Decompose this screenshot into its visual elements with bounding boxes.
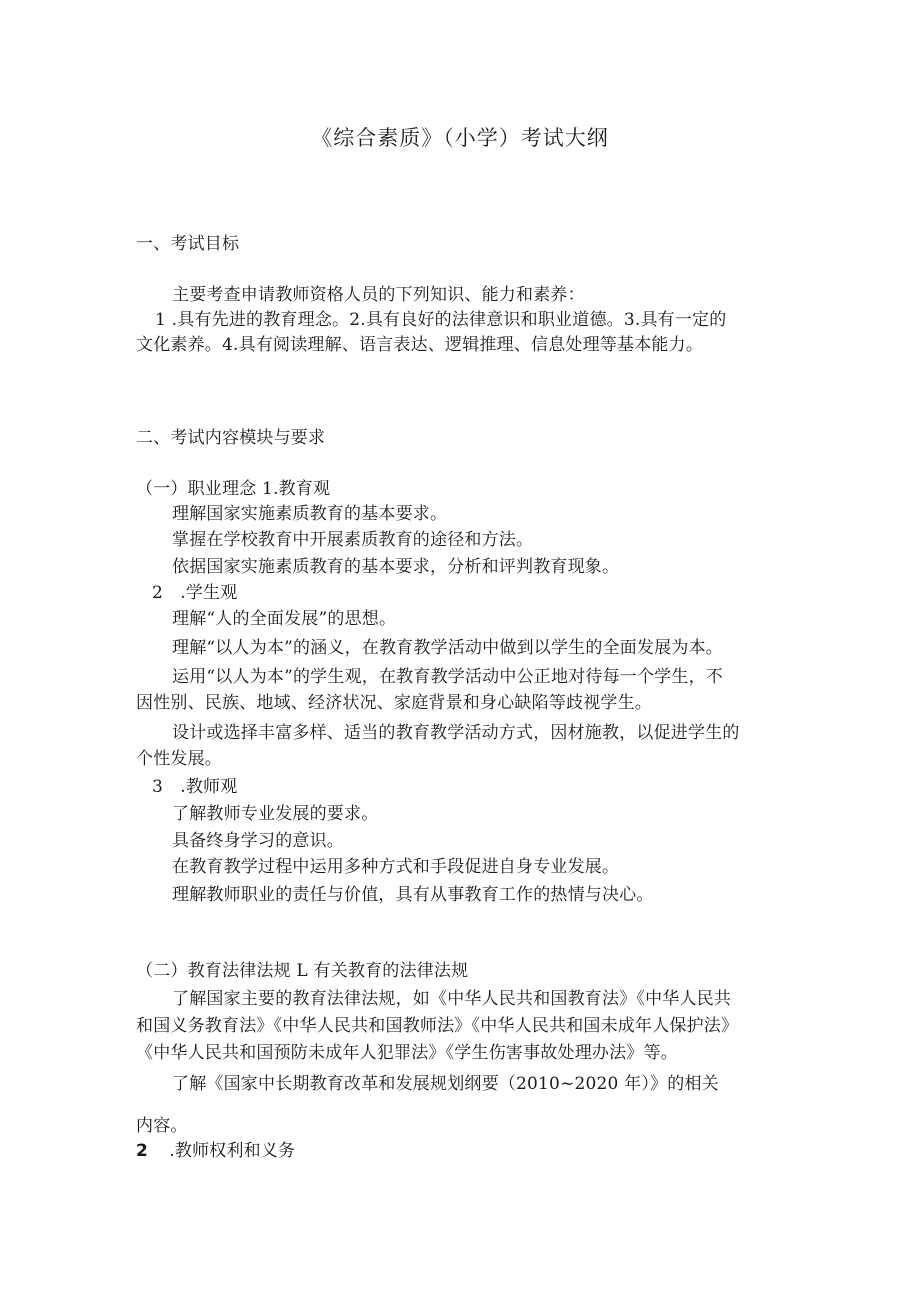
list-item: 因性别、民族、地域、经济状况、家庭背景和身心缺陷等歧视学生。 bbox=[136, 693, 652, 713]
rights-label: .教师权利和义务 bbox=[169, 1141, 296, 1161]
list-item: 了解教师专业发展的要求。 bbox=[172, 804, 379, 824]
list-item: 依据国家实施素质教育的基本要求，分析和评判教育现象。 bbox=[172, 557, 620, 577]
rights-heading bbox=[136, 1140, 295, 1162]
list-item: 《中华人民共和国预防未成年人犯罪法》《学生伤害事故处理办法》等。 bbox=[136, 1043, 678, 1063]
section1-heading: 一、考试目标 bbox=[136, 234, 240, 254]
list-item: 理解教师职业的责任与价值，具有从事教育工作的热情与决心。 bbox=[172, 885, 654, 905]
section1-line2: 文化素养。4.具有阅读理解、语言表达、逻辑推理、信息处理等基本能力。 bbox=[136, 335, 704, 355]
section1-intro: 主要考查申请教师资格人员的下列知识、能力和素养： bbox=[172, 285, 585, 305]
list-item: 理解国家实施素质教育的基本要求。 bbox=[172, 504, 448, 524]
part1-heading: （一）职业理念 1.教育观 bbox=[136, 479, 331, 499]
section2-heading: 二、考试内容模块与要求 bbox=[136, 428, 326, 448]
list-item: 了解国家主要的教育法律法规，如《中华人民共和国教育法》《中华人民共 bbox=[172, 989, 732, 1009]
list-item: 内容。 bbox=[136, 1116, 188, 1136]
list-item: 个性发展。 bbox=[136, 749, 222, 769]
list-item: 理解“以人为本”的涵义，在教育教学活动中做到以学生的全面发展为本。 bbox=[172, 638, 723, 658]
list-item: 设计或选择丰富多样、适当的教育教学活动方式，因材施教，以促进学生的 bbox=[172, 723, 740, 743]
list-item: 掌握在学校教育中开展素质教育的途径和方法。 bbox=[172, 530, 534, 550]
section1-line1: 1 .具有先进的教育理念。2.具有良好的法律意识和职业道德。3.具有一定的 bbox=[155, 310, 727, 330]
list-item: 了解《国家中长期教育改革和发展规划纲要（2010~2020 年）》的相关 bbox=[172, 1074, 719, 1094]
list-item: 在教育教学过程中运用多种方式和手段促进自身专业发展。 bbox=[172, 857, 620, 877]
list-item: 具备终身学习的意识。 bbox=[172, 831, 344, 851]
part2-heading: （二）教育法律法规 L 有关教育的法律法规 bbox=[136, 961, 469, 981]
page-title: 《综合素质》（小学）考试大纲 bbox=[311, 126, 609, 150]
teacher-view-heading: 3 .教师观 bbox=[152, 777, 238, 797]
rights-number: 2 bbox=[136, 1141, 149, 1161]
list-item: 理解“人的全面发展”的思想。 bbox=[172, 609, 397, 629]
list-item: 和国义务教育法》《中华人民共和国教师法》《中华人民共和国未成年人保护法》 bbox=[136, 1016, 739, 1036]
list-item: 运用“以人为本”的学生观，在教育教学活动中公正地对待每一个学生，不 bbox=[172, 667, 723, 687]
student-view-heading: 2 .学生观 bbox=[152, 583, 238, 603]
